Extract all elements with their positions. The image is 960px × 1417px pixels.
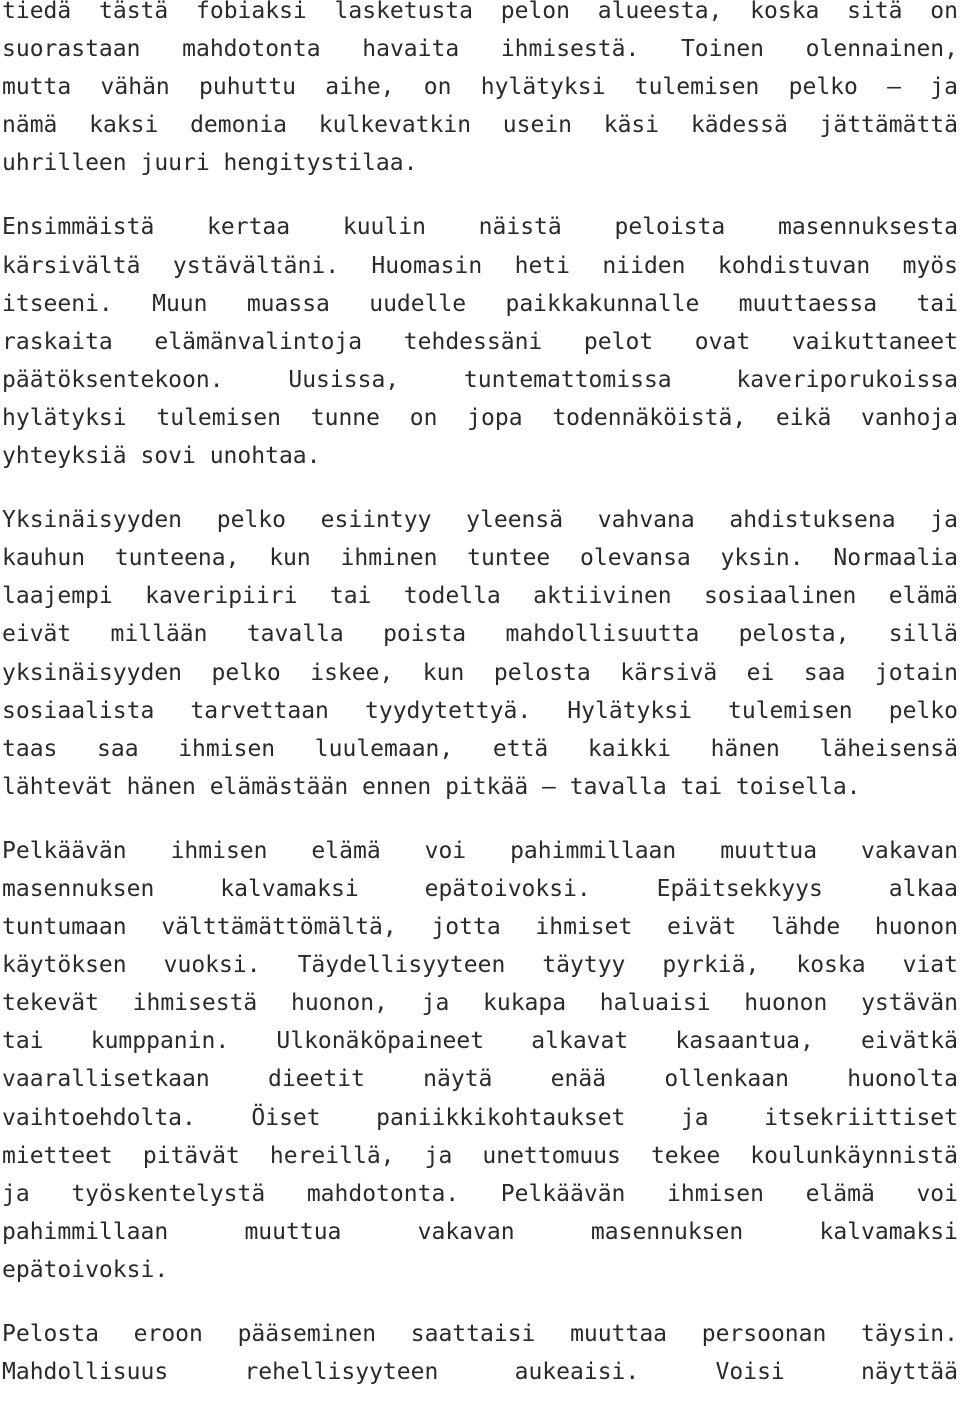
text-line: vaihtoehdolta. Öiset paniikkikohtaukset ja itsekriittiset — [2, 1104, 958, 1131]
text-line: ja työskentelystä mahdotonta. Pelkäävän ihmisen elämä voi — [2, 1180, 958, 1207]
text-line: Yksinäisyyden pelko esiintyy yleensä vahvana ahdistuksena ja — [2, 507, 958, 534]
text-line: pahimmillaan muuttua vakavan masennuksen kalvamaksi — [2, 1218, 958, 1245]
text-line: päätöksentekoon. Uusissa, tuntemattomissa kaveriporukoissa — [2, 366, 958, 393]
document-page — [2, 0, 958, 1417]
text-line: nämä kaksi demonia kulkevatkin usein käsi kädessä jättämättä — [2, 112, 958, 139]
text-line: eivät millään tavalla poista mahdollisuutta pelosta, sillä — [2, 621, 958, 648]
text-line: Mahdollisuus rehellisyyteen aukeaisi. Voisi näyttää — [2, 1359, 958, 1386]
text-line: suorastaan mahdotonta havaita ihmisestä. Toinen olennainen, — [2, 36, 958, 63]
paragraph-fear-of-rejection-intro — [2, 0, 958, 182]
text-line: vaarallisetkaan dieetit näytä enää ollenkaan huonolta — [2, 1066, 958, 1093]
text-line: lähtevät hänen elämästään ennen pitkää – tavalla tai toisella. — [2, 773, 861, 800]
text-line: yhteyksiä sovi unohtaa. — [2, 443, 321, 470]
paragraph-first-heard — [2, 208, 958, 475]
text-line: mietteet pitävät hereillä, ja unettomuus tekee koulunkäynnistä — [2, 1142, 958, 1169]
text-line: tekevät ihmisestä huonon, ja kukapa haluaisi huonon ystävän — [2, 990, 958, 1017]
text-line: tai kumppanin. Ulkonäköpaineet alkavat kasaantua, eivätkä — [2, 1028, 958, 1055]
paragraph-fearful-life — [2, 832, 958, 1289]
text-line: taas saa ihmisen luulemaan, että kaikki hänen läheisensä — [2, 735, 958, 762]
text-line: tuntumaan välttämättömältä, jotta ihmiset eivät lähde huonon — [2, 914, 958, 941]
text-line: käytöksen vuoksi. Täydellisyyteen täytyy pyrkiä, koska viat — [2, 952, 958, 979]
text-line: itseeni. Muun muassa uudelle paikkakunnalle muuttaessa tai — [2, 290, 958, 317]
text-line: masennuksen kalvamaksi epätoivoksi. Epäitsekkyys alkaa — [2, 875, 958, 902]
text-line: yksinäisyyden pelko iskee, kun pelosta kärsivä ei saa jotain — [2, 659, 958, 686]
paragraph-escaping-fear — [2, 1315, 958, 1391]
text-line: hylätyksi tulemisen tunne on jopa todennäköistä, eikä vanhoja — [2, 404, 958, 431]
text-line: Ensimmäistä kertaa kuulin näistä peloista masennuksesta — [2, 214, 958, 241]
text-line: Pelkäävän ihmisen elämä voi pahimmillaan muuttua vakavan — [2, 837, 958, 864]
text-line: tiedä tästä fobiaksi lasketusta pelon alueesta, koska sitä on — [2, 0, 958, 24]
text-line: sosiaalista tarvettaan tyydytettyä. Hylätyksi tulemisen pelko — [2, 697, 958, 724]
paragraph-loneliness-fear — [2, 501, 958, 806]
text-line: epätoivoksi. — [2, 1256, 169, 1283]
text-line: uhrilleen juuri hengitystilaa. — [2, 150, 418, 177]
text-line: raskaita elämänvalintoja tehdessäni pelot ovat vaikuttaneet — [2, 328, 958, 355]
text-line: mutta vähän puhuttu aihe, on hylätyksi tulemisen pelko – ja — [2, 74, 958, 101]
text-line: Pelosta eroon pääseminen saattaisi muuttaa persoonan täysin. — [2, 1321, 958, 1347]
text-line: laajempi kaveripiiri tai todella aktiivinen sosiaalinen elämä — [2, 583, 958, 610]
text-line: kauhun tunteena, kun ihminen tuntee olevansa yksin. Normaalia — [2, 545, 958, 572]
text-line: kärsivältä ystävältäni. Huomasin heti niiden kohdistuvan myös — [2, 252, 958, 279]
